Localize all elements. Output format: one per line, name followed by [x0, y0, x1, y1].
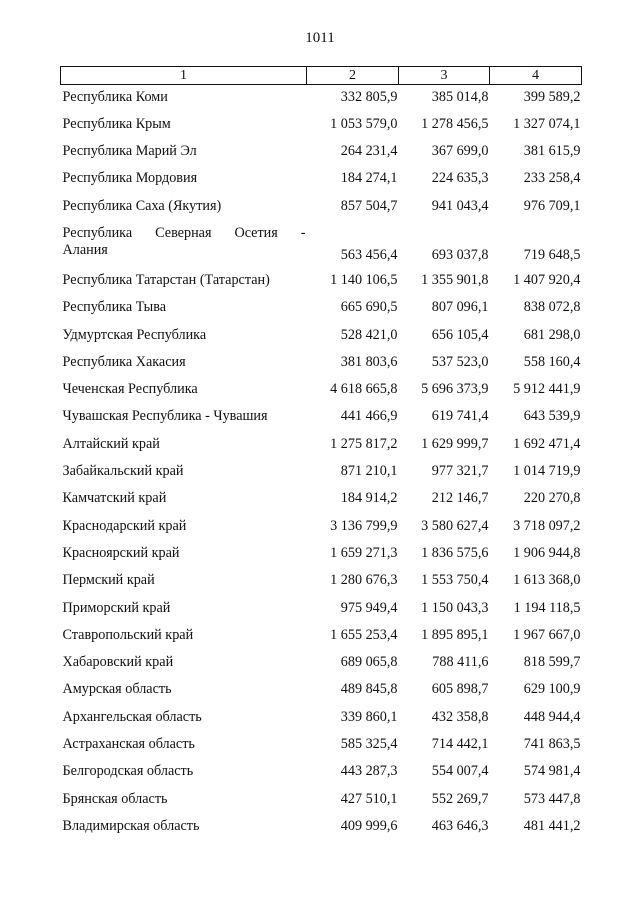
table-row — [61, 295, 582, 322]
value-cell-col-4: 976 709,1 — [523, 197, 581, 214]
table-row — [61, 514, 582, 541]
table-row — [61, 194, 582, 221]
value-cell-col-3: 656 105,4 — [431, 326, 489, 343]
region-name-cell: Амурская область — [62, 681, 172, 698]
region-name-cell: Республика Хакасия — [62, 353, 186, 370]
value-cell-col-4: 233 258,4 — [523, 170, 581, 187]
value-cell-col-3: 977 321,7 — [431, 463, 489, 480]
value-cell-col-2: 184 914,2 — [340, 490, 398, 507]
region-name-cell — [61, 221, 307, 268]
value-cell-col-4: 1 967 667,0 — [513, 626, 581, 643]
region-name-cell: Ставропольский край — [62, 626, 194, 643]
value-cell-col-4: 481 441,2 — [523, 817, 581, 834]
value-cell-col-3: 212 146,7 — [431, 490, 489, 507]
table-row — [61, 705, 582, 732]
value-cell-col-3: 5 696 373,9 — [421, 381, 489, 398]
value-cell-col-2: 489 845,8 — [340, 681, 398, 698]
table-row — [61, 221, 582, 268]
value-cell-col-4: 1 194 118,5 — [513, 599, 581, 616]
value-cell-col-3: 693 037,8 — [431, 246, 489, 263]
table-header — [61, 67, 582, 85]
value-cell-col-3: 552 269,7 — [431, 790, 489, 807]
value-cell-col-3: 367 699,0 — [431, 143, 489, 160]
value-cell-col-2: 4 618 665,8 — [330, 381, 398, 398]
value-cell-col-3: 224 635,3 — [431, 170, 489, 187]
value-cell-col-2: 332 805,9 — [340, 89, 398, 105]
table-row — [61, 814, 582, 841]
table-row — [61, 568, 582, 595]
value-cell-col-2: 1 280 676,3 — [330, 572, 398, 589]
region-name-line-1: Республика Северная Осетия - — [62, 224, 306, 241]
value-cell-col-4: 220 270,8 — [523, 490, 581, 507]
table-row — [61, 139, 582, 166]
value-cell-col-2: 857 504,7 — [340, 197, 398, 214]
header-col-3: 3 — [399, 67, 490, 85]
table-row — [61, 432, 582, 459]
table-body — [61, 85, 582, 842]
value-cell-col-3: 1 629 999,7 — [421, 435, 489, 452]
region-name-cell: Чеченская Республика — [62, 381, 198, 398]
value-cell-col-3: 537 523,0 — [431, 353, 489, 370]
region-name-cell: Алтайский край — [62, 435, 160, 452]
value-cell-col-3: 1 553 750,4 — [421, 572, 489, 589]
table-row — [61, 759, 582, 786]
value-cell-col-4: 1 014 719,9 — [513, 463, 581, 480]
value-cell-col-3: 619 741,4 — [431, 408, 489, 425]
value-cell-col-4: 1 407 920,4 — [513, 271, 581, 288]
value-cell-col-4: 5 912 441,9 — [513, 381, 581, 398]
value-cell-col-4: 741 863,5 — [523, 736, 581, 753]
region-name-cell: Республика Коми — [62, 89, 168, 105]
value-cell-col-2: 975 949,4 — [340, 599, 398, 616]
value-cell-col-4: 1 327 074,1 — [513, 115, 581, 132]
region-name-cell: Белгородская область — [62, 763, 194, 780]
value-cell-col-2: 1 655 253,4 — [330, 626, 398, 643]
value-cell-col-4: 643 539,9 — [523, 408, 581, 425]
value-cell-col-3: 1 278 456,5 — [421, 115, 489, 132]
value-cell-col-3: 1 355 901,8 — [421, 271, 489, 288]
value-cell-col-3: 1 150 043,3 — [421, 599, 489, 616]
budget-table — [60, 66, 582, 841]
value-cell-col-2: 381 803,6 — [340, 353, 398, 370]
value-cell-col-4: 3 718 097,2 — [513, 517, 581, 534]
table-row — [61, 623, 582, 650]
region-name-cell: Республика Саха (Якутия) — [62, 197, 222, 214]
value-cell-col-2: 1 053 579,0 — [330, 115, 398, 132]
table-row — [61, 404, 582, 431]
region-name-cell: Брянская область — [62, 790, 168, 807]
value-cell-col-2: 665 690,5 — [340, 299, 398, 316]
region-name-cell: Красноярский край — [62, 544, 180, 561]
table-row — [61, 268, 582, 295]
value-cell-col-2: 3 136 799,9 — [330, 517, 398, 534]
value-cell-col-3: 941 043,4 — [431, 197, 489, 214]
header-col-4: 4 — [490, 67, 582, 85]
value-cell-col-4: 1 613 368,0 — [513, 572, 581, 589]
value-cell-col-2: 409 999,6 — [340, 817, 398, 834]
value-cell-col-3: 1 895 895,1 — [421, 626, 489, 643]
region-name-cell: Владимирская область — [62, 817, 200, 834]
value-cell-col-4: 719 648,5 — [523, 246, 581, 263]
value-cell-col-4: 1 906 944,8 — [513, 544, 581, 561]
value-cell-col-2: 427 510,1 — [340, 790, 398, 807]
region-name-cell: Астраханская область — [62, 736, 195, 753]
region-name-cell: Хабаровский край — [62, 654, 174, 671]
region-name-cell: Республика Мордовия — [62, 170, 198, 187]
value-cell-col-4: 818 599,7 — [523, 654, 581, 671]
table-row — [61, 486, 582, 513]
value-cell-col-4: 1 692 471,4 — [513, 435, 581, 452]
value-cell-col-4: 629 100,9 — [523, 681, 581, 698]
value-cell-col-2: 528 421,0 — [340, 326, 398, 343]
table-row — [61, 541, 582, 568]
table-row — [61, 459, 582, 486]
value-cell-col-3: 807 096,1 — [431, 299, 489, 316]
value-cell-col-3: 385 014,8 — [431, 89, 489, 105]
value-cell-col-2: 443 287,3 — [340, 763, 398, 780]
table-row — [61, 350, 582, 377]
region-name-cell: Республика Тыва — [62, 299, 167, 316]
region-name-cell: Удмуртская Республика — [62, 326, 207, 343]
region-name-cell: Республика Марий Эл — [62, 143, 197, 160]
value-cell-col-4: 381 615,9 — [523, 143, 581, 160]
table-row — [61, 596, 582, 623]
value-cell-col-4: 399 589,2 — [523, 89, 581, 105]
value-cell-col-2: 339 860,1 — [340, 708, 398, 725]
value-cell-col-3: 605 898,7 — [431, 681, 489, 698]
value-cell-col-4: 558 160,4 — [523, 353, 581, 370]
header-col-1: 1 — [61, 67, 307, 85]
value-cell-col-2: 563 456,4 — [340, 246, 398, 263]
value-cell-col-3: 3 580 627,4 — [421, 517, 489, 534]
value-cell-col-3: 1 836 575,6 — [421, 544, 489, 561]
value-cell-col-4: 573 447,8 — [523, 790, 581, 807]
value-cell-col-2: 264 231,4 — [340, 143, 398, 160]
value-cell-col-2: 184 274,1 — [340, 170, 398, 187]
region-name-cell: Камчатский край — [62, 490, 167, 507]
value-cell-col-4: 681 298,0 — [523, 326, 581, 343]
value-cell-col-2: 1 140 106,5 — [330, 271, 398, 288]
value-cell-col-3: 432 358,8 — [431, 708, 489, 725]
table-row — [61, 323, 582, 350]
value-cell-col-3: 463 646,3 — [431, 817, 489, 834]
region-name-cell: Приморский край — [62, 599, 171, 616]
value-cell-col-2: 871 210,1 — [340, 463, 398, 480]
region-name-cell: Республика Крым — [62, 115, 171, 132]
value-cell-col-3: 788 411,6 — [432, 654, 489, 671]
table-row — [61, 677, 582, 704]
header-col-2: 2 — [307, 67, 399, 85]
table-row — [61, 377, 582, 404]
region-name-cell: Архангельская область — [62, 708, 202, 725]
value-cell-col-2: 689 065,8 — [340, 654, 398, 671]
value-cell-col-2: 1 659 271,3 — [330, 544, 398, 561]
region-name-line-2: Алания — [62, 241, 108, 258]
value-cell-col-2: 441 466,9 — [340, 408, 398, 425]
region-name-cell: Чувашская Республика - Чувашия — [62, 408, 268, 425]
table-row — [61, 85, 582, 112]
table-row — [61, 787, 582, 814]
region-name-cell: Забайкальский край — [62, 463, 184, 480]
page-number: 1011 — [305, 30, 335, 46]
region-name-cell: Пермский край — [62, 572, 155, 589]
table-row — [61, 112, 582, 139]
value-cell-col-4: 448 944,4 — [523, 708, 581, 725]
value-cell-col-2: 585 325,4 — [340, 736, 398, 753]
value-cell-col-4: 574 981,4 — [523, 763, 581, 780]
header-row — [61, 67, 582, 85]
value-cell-col-3: 554 007,4 — [431, 763, 489, 780]
value-cell-col-2: 1 275 817,2 — [330, 435, 398, 452]
region-name-cell: Республика Татарстан (Татарстан) — [62, 271, 270, 288]
value-cell-col-3: 714 442,1 — [431, 736, 489, 753]
table-row — [61, 732, 582, 759]
table-row — [61, 650, 582, 677]
region-name-cell: Краснодарский край — [62, 517, 187, 534]
table-row — [61, 166, 582, 193]
value-cell-col-4: 838 072,8 — [523, 299, 581, 316]
